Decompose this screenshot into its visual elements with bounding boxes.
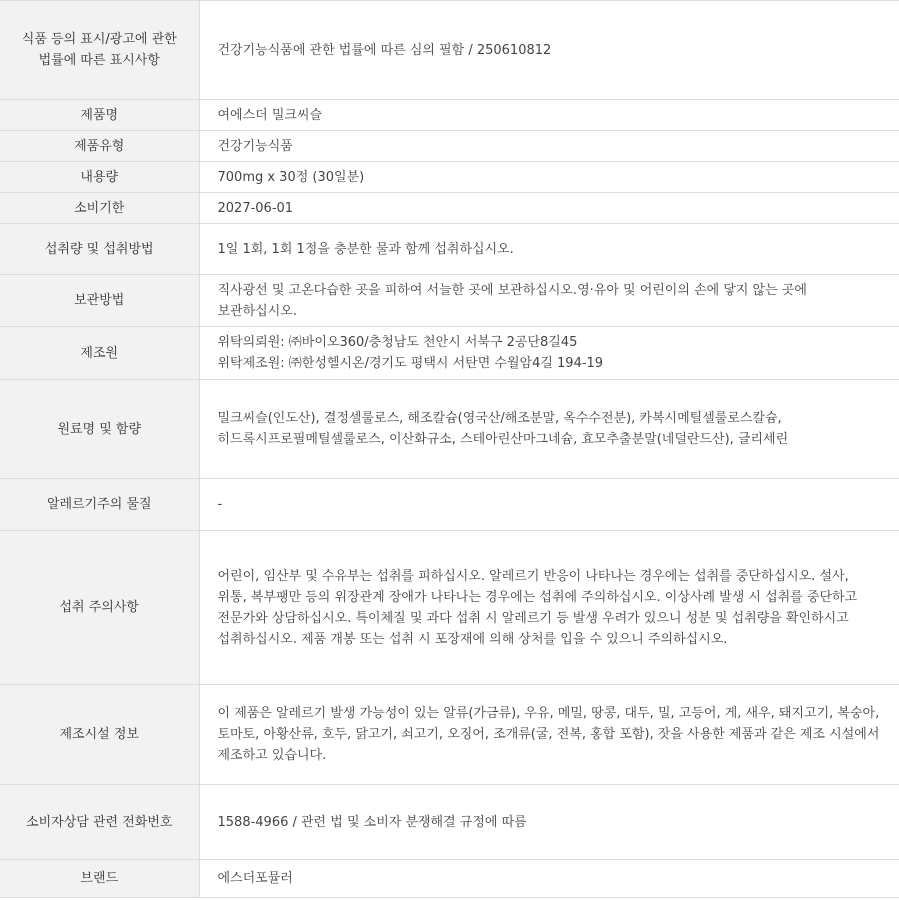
- table-row: [0, 162, 899, 193]
- table-row: [0, 785, 899, 860]
- table-row: [0, 100, 899, 131]
- table-row: [0, 131, 899, 162]
- table-row: [0, 327, 899, 380]
- row-label-storage: 보관방법: [0, 275, 199, 327]
- table-row: [0, 224, 899, 275]
- row-label-manufacturer: 제조원: [0, 327, 199, 380]
- manufacturer-line-1: 위탁의뢰원: ㈜바이오360/충청남도 천안시 서북구 2공단8길45: [217, 335, 578, 350]
- row-value-expiry: 2027-06-01: [199, 193, 899, 224]
- row-label-caution: 섭취 주의사항: [0, 531, 199, 685]
- row-value-product-name: 여에스더 밀크씨슬: [199, 100, 899, 131]
- table-row: [0, 531, 899, 685]
- manufacturer-line-2: 위탁제조원: ㈜한성헬시온/경기도 평택시 서탄면 수월암4길 194-19: [217, 356, 604, 371]
- row-value-facility: 이 제품은 알레르기 발생 가능성이 있는 알류(가금류), 우유, 메밀, 땅콩, 대두, 밀, 고등어, 게, 새우, 돼지고기, 복숭아, 토마토, 아황산류, 호두, 닭고기, 쇠고기, 오징어, 조개류(굴, 전복, 홍합 포함), 잣을 사용한 제품과 같은 제조 시설에서 제조하고 있습니다.: [199, 685, 899, 785]
- table-row: [0, 479, 899, 531]
- row-label-facility: 제조시설 정보: [0, 685, 199, 785]
- row-label-intake: 섭취량 및 섭취방법: [0, 224, 199, 275]
- table-row: [0, 1, 899, 100]
- row-value-manufacturer: [199, 327, 899, 380]
- row-label-notice: 식품 등의 표시/광고에 관한 법률에 따른 표시사항: [0, 1, 199, 100]
- table-row: [0, 380, 899, 479]
- row-value-allergen: -: [199, 479, 899, 531]
- row-label-product-type: 제품유형: [0, 131, 199, 162]
- row-label-brand: 브랜드: [0, 860, 199, 898]
- table-row: [0, 193, 899, 224]
- row-value-intake: 1일 1회, 1회 1정을 충분한 물과 함께 섭취하십시오.: [199, 224, 899, 275]
- row-value-brand: 에스더포뮬러: [199, 860, 899, 898]
- row-value-storage: 직사광선 및 고온다습한 곳을 피하여 서늘한 곳에 보관하십시오.영·유아 및 어린이의 손에 닿지 않는 곳에 보관하십시오.: [199, 275, 899, 327]
- row-value-notice: 건강기능식품에 관한 법률에 따른 심의 필함 / 250610812: [199, 1, 899, 100]
- row-label-consumer-phone: 소비자상담 관련 전화번호: [0, 785, 199, 860]
- row-value-ingredients: 밀크씨슬(인도산), 결정셀룰로스, 해조칼슘(영국산/해조분말, 옥수수전분), 카복시메틸셀룰로스칼슘, 히드록시프로필메틸셀룰로스, 이산화규소, 스테아린산마그네슘, 효모추출분말(네덜란드산), 글리세린: [199, 380, 899, 479]
- row-value-consumer-phone: 1588-4966 / 관련 법 및 소비자 분쟁해결 규정에 따름: [199, 785, 899, 860]
- row-value-content: 700mg x 30정 (30일분): [199, 162, 899, 193]
- row-label-product-name: 제품명: [0, 100, 199, 131]
- row-value-product-type: 건강기능식품: [199, 131, 899, 162]
- row-label-content: 내용량: [0, 162, 199, 193]
- table-row: [0, 275, 899, 327]
- row-value-caution: 어린이, 임산부 및 수유부는 섭취를 피하십시오. 알레르기 반응이 나타나는 경우에는 섭취를 중단하십시오. 설사, 위통, 복부팽만 등의 위장관계 장애가 나타나는 경우에는 섭취에 주의하십시오. 이상사례 발생 시 섭취를 중단하고 전문가와 상담하십시오. 특이체질 및 과다 섭취 시 알레르기 등 발생 우려가 있으니 성분 및 섭취량을 확인하시고 섭취하십시오. 제품 개봉 또는 섭취 시 포장재에 의해 상처를 입을 수 있으니 주의하십시오.: [199, 531, 899, 685]
- row-label-allergen: 알레르기주의 물질: [0, 479, 199, 531]
- row-label-expiry: 소비기한: [0, 193, 199, 224]
- row-label-ingredients: 원료명 및 함량: [0, 380, 199, 479]
- table-row: [0, 685, 899, 785]
- table-row: [0, 860, 899, 898]
